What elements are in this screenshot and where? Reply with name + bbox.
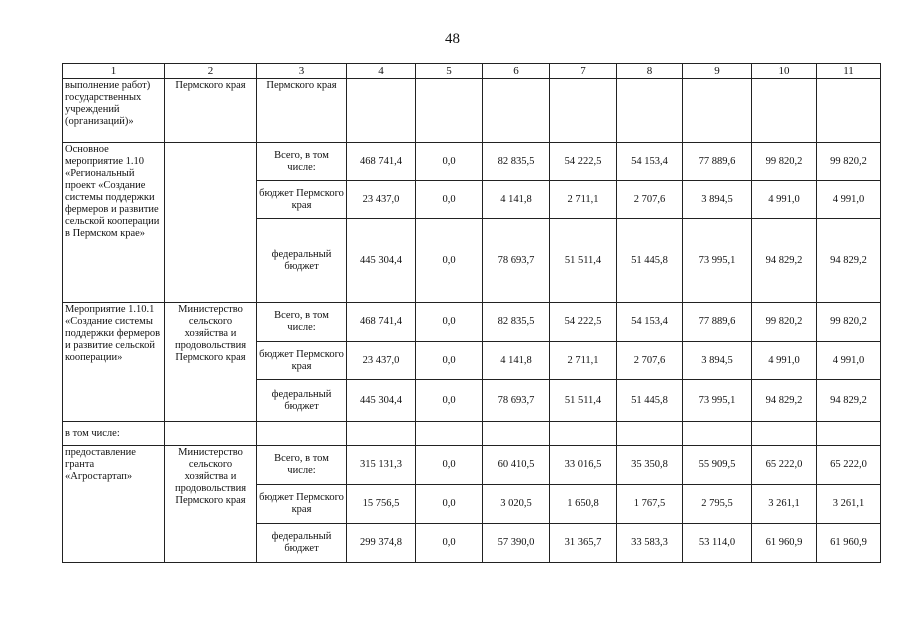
value-cell — [817, 79, 881, 143]
funding-source: федеральный бюджет — [257, 380, 347, 422]
value-cell: 4 141,8 — [483, 342, 550, 380]
value-cell: 78 693,7 — [483, 219, 550, 303]
value-cell: 0,0 — [416, 303, 483, 342]
value-cell: 55 909,5 — [683, 446, 752, 485]
value-cell: 4 141,8 — [483, 181, 550, 219]
value-cell — [752, 79, 817, 143]
value-cell: 94 829,2 — [752, 219, 817, 303]
value-cell — [683, 79, 752, 143]
value-cell — [483, 422, 550, 446]
column-header: 6 — [483, 64, 550, 79]
value-cell: 0,0 — [416, 380, 483, 422]
value-cell: 51 511,4 — [550, 380, 617, 422]
value-cell: 57 390,0 — [483, 524, 550, 563]
value-cell: 2 711,1 — [550, 342, 617, 380]
value-cell: 445 304,4 — [347, 380, 416, 422]
value-cell: 0,0 — [416, 342, 483, 380]
value-cell: 23 437,0 — [347, 342, 416, 380]
value-cell: 2 707,6 — [617, 181, 683, 219]
value-cell: 51 511,4 — [550, 219, 617, 303]
value-cell: 0,0 — [416, 446, 483, 485]
value-cell: 0,0 — [416, 219, 483, 303]
executor — [165, 422, 257, 446]
funding-source: Всего, в том числе: — [257, 446, 347, 485]
table-row — [63, 446, 881, 485]
value-cell — [550, 422, 617, 446]
value-cell: 2 711,1 — [550, 181, 617, 219]
value-cell: 0,0 — [416, 524, 483, 563]
funding-source: федеральный бюджет — [257, 524, 347, 563]
activity-name: выполнение работ) государственных учреждений (организаций)» — [63, 79, 165, 143]
value-cell: 73 995,1 — [683, 219, 752, 303]
value-cell: 4 991,0 — [817, 181, 881, 219]
value-cell: 4 991,0 — [752, 342, 817, 380]
value-cell: 0,0 — [416, 485, 483, 524]
funding-source: Всего, в том числе: — [257, 303, 347, 342]
value-cell: 53 114,0 — [683, 524, 752, 563]
column-header: 3 — [257, 64, 347, 79]
value-cell: 3 894,5 — [683, 342, 752, 380]
value-cell: 445 304,4 — [347, 219, 416, 303]
column-header: 7 — [550, 64, 617, 79]
value-cell — [347, 79, 416, 143]
value-cell: 23 437,0 — [347, 181, 416, 219]
value-cell: 31 365,7 — [550, 524, 617, 563]
value-cell: 3 894,5 — [683, 181, 752, 219]
value-cell: 35 350,8 — [617, 446, 683, 485]
table-row — [63, 79, 881, 143]
value-cell: 82 835,5 — [483, 303, 550, 342]
value-cell: 315 131,3 — [347, 446, 416, 485]
page-number: 48 — [445, 31, 460, 47]
column-header: 4 — [347, 64, 416, 79]
value-cell — [683, 422, 752, 446]
value-cell: 94 829,2 — [817, 219, 881, 303]
column-header: 9 — [683, 64, 752, 79]
column-header: 1 — [63, 64, 165, 79]
value-cell: 33 016,5 — [550, 446, 617, 485]
value-cell: 99 820,2 — [752, 303, 817, 342]
value-cell — [483, 79, 550, 143]
activity-name: предоставление гранта «Агростартап» — [63, 446, 165, 563]
value-cell: 0,0 — [416, 181, 483, 219]
value-cell: 77 889,6 — [683, 303, 752, 342]
value-cell: 2 795,5 — [683, 485, 752, 524]
executor: Министерство сельского хозяйства и продовольствия Пермского края — [165, 303, 257, 422]
value-cell: 54 153,4 — [617, 143, 683, 181]
budget-table — [62, 63, 881, 563]
value-cell: 4 991,0 — [752, 181, 817, 219]
funding-source: бюджет Пермского края — [257, 342, 347, 380]
executor: Министерство сельского хозяйства и продовольствия Пермского края — [165, 446, 257, 563]
value-cell: 51 445,8 — [617, 219, 683, 303]
value-cell: 468 741,4 — [347, 143, 416, 181]
value-cell: 468 741,4 — [347, 303, 416, 342]
funding-source: федеральный бюджет — [257, 219, 347, 303]
funding-source: бюджет Пермского края — [257, 485, 347, 524]
activity-name: в том числе: — [63, 422, 165, 446]
funding-source: Пермского края — [257, 79, 347, 143]
value-cell: 4 991,0 — [817, 342, 881, 380]
value-cell: 2 707,6 — [617, 342, 683, 380]
column-number-row — [63, 64, 881, 79]
value-cell: 65 222,0 — [752, 446, 817, 485]
value-cell — [416, 79, 483, 143]
table-row — [63, 143, 881, 181]
value-cell: 0,0 — [416, 143, 483, 181]
value-cell: 3 020,5 — [483, 485, 550, 524]
value-cell: 51 445,8 — [617, 380, 683, 422]
value-cell — [416, 422, 483, 446]
value-cell: 99 820,2 — [752, 143, 817, 181]
value-cell: 73 995,1 — [683, 380, 752, 422]
value-cell: 33 583,3 — [617, 524, 683, 563]
value-cell: 299 374,8 — [347, 524, 416, 563]
value-cell: 54 153,4 — [617, 303, 683, 342]
executor: Пермского края — [165, 79, 257, 143]
value-cell: 60 410,5 — [483, 446, 550, 485]
column-header: 11 — [817, 64, 881, 79]
value-cell: 1 650,8 — [550, 485, 617, 524]
column-header: 5 — [416, 64, 483, 79]
activity-name: Основное мероприятие 1.10 «Региональный проект «Создание системы поддержки фермеров и развитие сельской кооперации в Пермском крае» — [63, 143, 165, 303]
value-cell: 54 222,5 — [550, 143, 617, 181]
value-cell: 78 693,7 — [483, 380, 550, 422]
table-row — [63, 303, 881, 342]
table-row — [63, 422, 881, 446]
value-cell: 94 829,2 — [817, 380, 881, 422]
funding-source: бюджет Пермского края — [257, 181, 347, 219]
value-cell: 15 756,5 — [347, 485, 416, 524]
value-cell — [617, 79, 683, 143]
column-header: 10 — [752, 64, 817, 79]
value-cell: 3 261,1 — [817, 485, 881, 524]
value-cell — [752, 422, 817, 446]
value-cell — [817, 422, 881, 446]
value-cell: 77 889,6 — [683, 143, 752, 181]
value-cell: 99 820,2 — [817, 143, 881, 181]
value-cell: 82 835,5 — [483, 143, 550, 181]
value-cell: 54 222,5 — [550, 303, 617, 342]
value-cell: 1 767,5 — [617, 485, 683, 524]
value-cell: 94 829,2 — [752, 380, 817, 422]
column-header: 2 — [165, 64, 257, 79]
activity-name: Мероприятие 1.10.1 «Создание системы поддержки фермеров и развитие сельской кооперации» — [63, 303, 165, 422]
value-cell — [347, 422, 416, 446]
value-cell: 61 960,9 — [817, 524, 881, 563]
value-cell: 61 960,9 — [752, 524, 817, 563]
value-cell: 3 261,1 — [752, 485, 817, 524]
value-cell — [617, 422, 683, 446]
funding-source: Всего, в том числе: — [257, 143, 347, 181]
executor — [165, 143, 257, 303]
funding-source — [257, 422, 347, 446]
column-header: 8 — [617, 64, 683, 79]
value-cell: 99 820,2 — [817, 303, 881, 342]
value-cell: 65 222,0 — [817, 446, 881, 485]
value-cell — [550, 79, 617, 143]
